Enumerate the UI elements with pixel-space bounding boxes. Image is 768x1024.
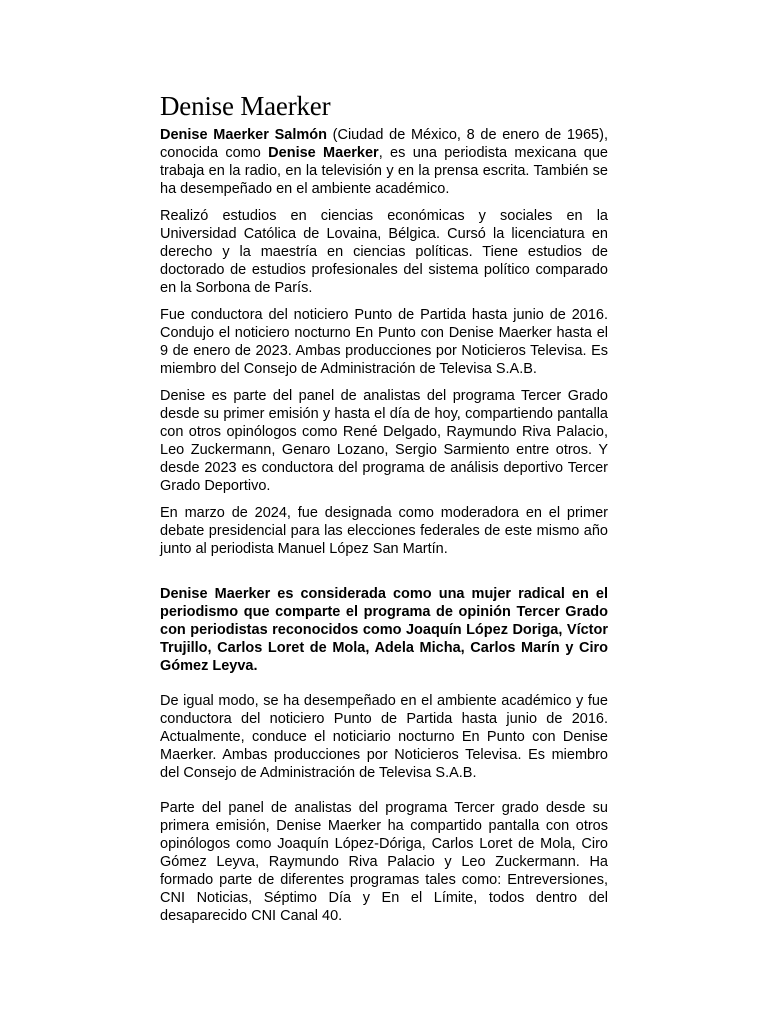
tercer-grado-paragraph: Denise es parte del panel de analistas del programa Tercer Grado desde su primer emisión y hasta el día de hoy, compartiendo pantalla con otros opinólogos como René Delgado, Raymundo Riva Palacio, Leo Zuckermann, Genaro Lozano, Sergio Sarmiento entre otros. Y desde 2023 es conductora del programa de análisis deportivo Tercer Grado Deportivo.: [160, 388, 608, 494]
section-spacer-2: [160, 684, 608, 692]
page-title: Denise Maerker: [160, 91, 331, 121]
debate-paragraph: En marzo de 2024, fue designada como moderadora en el primer debate presidencial para las elecciones federales de este mismo año junto al periodista Manuel López San Martín.: [160, 505, 608, 557]
academic-paragraph: De igual modo, se ha desempeñado en el ambiente académico y fue conductora del noticiero Punto de Partida hasta junio de 2016. Actualmente, conduce el noticiario nocturno En Punto con Denise Maerker. Ambas producciones por Noticieros Televisa. Es miembro del Consejo de Administración de Televisa S.A.B.: [160, 693, 608, 781]
career-paragraph: Fue conductora del noticiero Punto de Partida hasta junio de 2016. Condujo el noticiero nocturno En Punto con Denise Maerker hasta el 9 de enero de 2023. Ambas producciones por Noticieros Televisa. Es miembro del Consejo de Administración de Televisa S.A.B.: [160, 307, 608, 377]
full-name-bold: Denise Maerker Salmón: [160, 127, 327, 143]
programs-paragraph: Parte del panel de analistas del programa Tercer grado desde su primera emisión, Denise Maerker ha compartido pantalla con otros opinólogos como Joaquín López-Dóriga, Carlos Loret de Mola, Ciro Gómez Leyva, Raymundo Riva Palacio y Leo Zuckermann. Ha formado parte de diferentes programas tales como: Entreversiones, CNI Noticias, Séptimo Día y En el Límite, todos dentro del desaparecido CNI Canal 40.: [160, 800, 608, 924]
short-name-bold: Denise Maerker: [268, 145, 379, 161]
intro-paragraph: [160, 126, 608, 198]
document-page: [160, 90, 608, 934]
highlight-paragraph: Denise Maerker es considerada como una mujer radical en el periodismo que comparte el programa de opinión Tercer Grado con periodistas reconocidos como Joaquín López Doriga, Víctor Trujillo, Carlos Loret de Mola, Adela Micha, Carlos Marín y Ciro Gómez Leyva.: [160, 586, 608, 674]
section-spacer: [160, 567, 608, 585]
section-spacer-3: [160, 791, 608, 799]
intro-text-b: , es una periodista mexicana que trabaja en la radio, en la televisión y en la prensa escrita. También se ha desempeñado en el ambiente académico.: [160, 145, 608, 197]
intro-text-a: (Ciudad de México, 8 de enero de 1965), conocida como: [160, 127, 608, 161]
education-paragraph: Realizó estudios en ciencias económicas y sociales en la Universidad Católica de Lovaina, Bélgica. Cursó la licenciatura en derecho y la maestría en ciencias políticas. Tiene estudios de doctorado de estudios profesionales del sistema político comparado en la Sorbona de París.: [160, 208, 608, 296]
